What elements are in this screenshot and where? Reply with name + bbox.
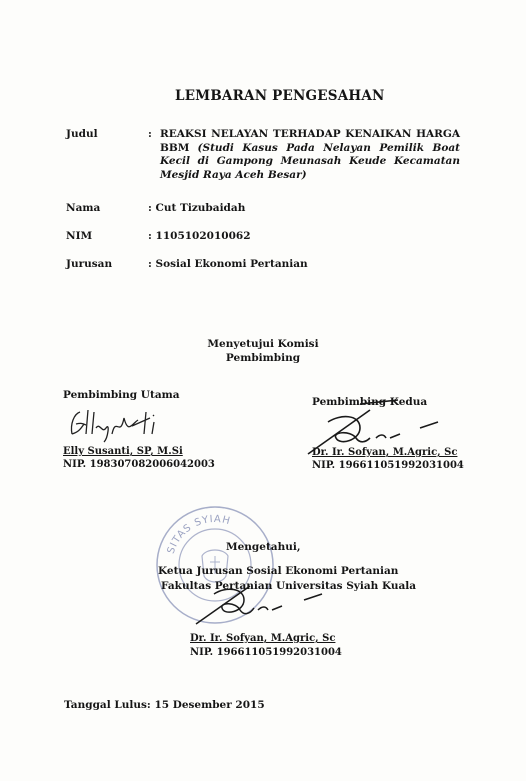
approval-line2: Pembimbing: [225, 352, 301, 364]
nim-value: : 1105102010062: [148, 230, 251, 242]
judul-subtitle: (Studi Kasus Pada Nelayan Pemilik Boat Kecil di Gampong Meunasah Keude Kecamatan Mesjid Raya Aceh Besar): [160, 141, 460, 181]
signature-utama-image: [66, 404, 176, 448]
nama-value: : Cut Tizubaidah: [148, 202, 246, 214]
stamp-text: SITAS SYIAH: [165, 513, 232, 556]
svg-text:SITAS SYIAH: [166, 514, 232, 555]
mengetahui-nip: NIP. 196611051992031004: [190, 647, 342, 658]
mengetahui-position: Ketua Jurusan Sosial Ekonomi Pertanian: [158, 565, 399, 577]
signature-mengetahui-image: [188, 568, 338, 630]
judul-colon: :: [148, 128, 152, 140]
pembimbing-kedua-name: Dr. Ir. Sofyan, M.Agric, Sc: [312, 447, 458, 458]
pembimbing-utama-nip: NIP. 198307082006042003: [63, 459, 215, 470]
graduation-date: Tanggal Lulus: 15 Desember 2015: [64, 699, 265, 711]
mengetahui-faculty: Fakultas Pertanian Universitas Syiah Kuala: [161, 580, 417, 592]
mengetahui-label: Mengetahui,: [226, 541, 301, 553]
jurusan-label: Jurusan: [66, 258, 113, 270]
approval-line1: Menyetujui Komisi: [207, 338, 319, 350]
judul-value: [160, 128, 460, 182]
pembimbing-kedua-nip: NIP. 196611051992031004: [312, 460, 464, 471]
nim-label: NIM: [66, 230, 93, 242]
nama-label: Nama: [66, 202, 101, 214]
page-title: LEMBARAN PENGESAHAN: [175, 88, 385, 104]
pembimbing-kedua-role: Pembimbing Kedua: [312, 396, 428, 408]
mengetahui-name: Dr. Ir. Sofyan, M.Agric, Sc: [190, 633, 336, 644]
judul-label: Judul: [66, 128, 98, 140]
jurusan-value: : Sosial Ekonomi Pertanian: [148, 258, 308, 270]
pembimbing-utama-role: Pembimbing Utama: [63, 389, 180, 401]
judul-main: REAKSI NELAYAN TERHADAP KENAIKAN HARGA BBM: [160, 128, 460, 154]
pembimbing-utama-name: Elly Susanti, SP, M.Si: [63, 446, 183, 457]
